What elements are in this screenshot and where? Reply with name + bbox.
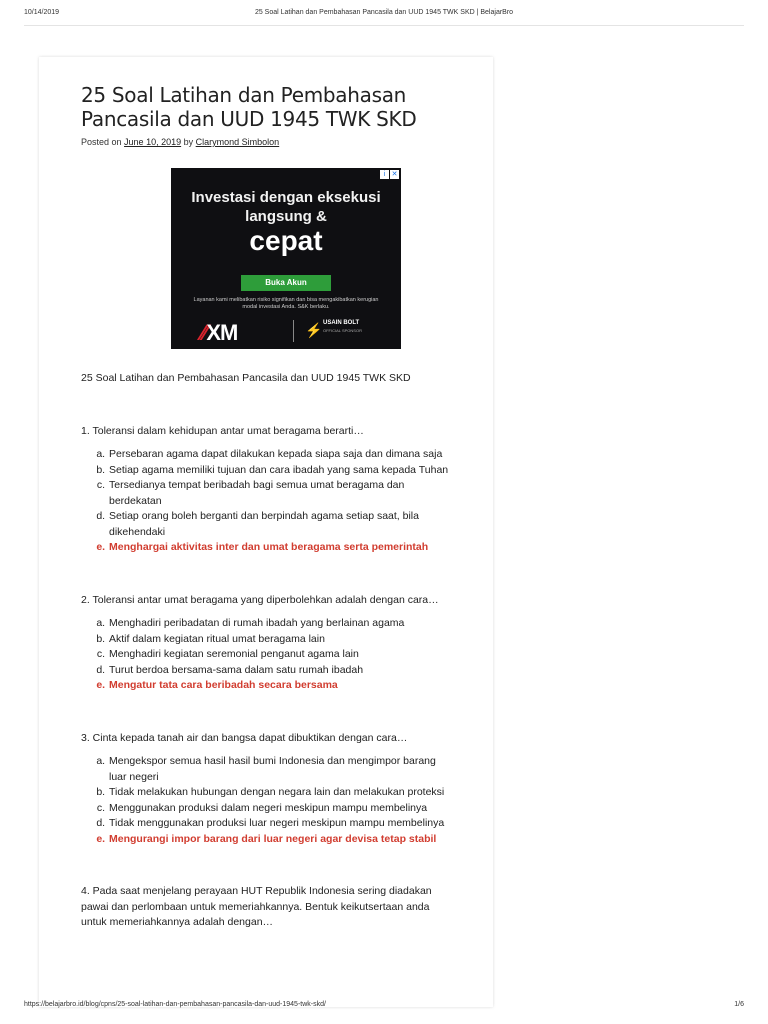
option-d: d. Setiap orang boleh berganti dan berpindah agama setiap saat, bila dikehendaki (108, 509, 453, 540)
question-1-options (81, 447, 453, 556)
post-meta (81, 137, 453, 147)
ad-choices[interactable] (380, 170, 399, 179)
correct-option-e: e. Mengurangi impor barang dari luar negeri agar devisa tetap stabil (108, 832, 453, 848)
article-intro: 25 Soal Latihan dan Pembahasan Pancasila dan UUD 1945 TWK SKD (81, 372, 411, 384)
option-b: b. Aktif dalam kegiatan ritual umat beragama lain (108, 632, 453, 648)
question-4: 4. Pada saat menjelang perayaan HUT Republik Indonesia sering diadakan pawai dan perlombaan untuk memeriahkannya. Bentuk keikutsertaan anda untuk memeriahkannya adalah dengan… (81, 885, 432, 928)
article-title: 25 Soal Latihan dan Pembahasan Pancasila dan UUD 1945 TWK SKD (81, 83, 417, 131)
post-date-link[interactable]: June 10, 2019 (124, 137, 182, 147)
question-3-options (81, 754, 453, 847)
posted-on-label: Posted on (81, 137, 122, 147)
article-body (81, 371, 453, 939)
article-header (81, 83, 453, 147)
ad-sponsor (323, 320, 362, 334)
correct-option-e: e. Menghargai aktivitas inter dan umat beragama serta pemerintah (108, 540, 453, 556)
option-a: a. Persebaran agama dapat dilakukan kepada siapa saja dan dimana saja (108, 447, 453, 463)
option-b: b. Setiap agama memiliki tujuan dan cara ibadah yang sama kepada Tuhan (108, 463, 453, 479)
ad-disclaimer: Layanan kami melibatkan risiko signifikan dan bisa mengakibatkan kerugian modal investasi Anda. S&K berlaku. (193, 297, 379, 310)
author-link[interactable]: Clarymond Simbolon (195, 137, 280, 147)
by-label: by (183, 137, 194, 147)
print-header (24, 9, 744, 25)
option-d: d. Turut berdoa bersama-sama dalam satu rumah ibadah (108, 663, 453, 679)
option-c: c. Tersedianya tempat beribadah bagi semua umat beragama dan berdekatan (108, 478, 453, 509)
ad-separator (293, 320, 294, 342)
print-page-title: 25 Soal Latihan dan Pembahasan Pancasila dan UUD 1945 TWK SKD | BelajarBro (254, 9, 514, 16)
ad-close-icon[interactable]: ✕ (391, 171, 398, 178)
advertisement-banner[interactable] (171, 168, 401, 349)
question-1: 1. Toleransi dalam kehidupan antar umat beragama berarti… (81, 424, 364, 437)
sponsor-name: USAIN BOLT (323, 320, 360, 326)
question-2-options (81, 616, 453, 694)
page-url: https://belajarbro.id/blog/cpns/25-soal-latihan-dan-pembahasan-pancasila-dan-uud-1945-twk-skd/ (24, 1001, 326, 1008)
lightning-bolt-icon: ⚡ (305, 322, 323, 338)
ad-headline-big: cepat (249, 225, 323, 256)
ad-open-account-button[interactable]: Buka Akun (241, 275, 331, 291)
ad-info-icon[interactable]: i (380, 170, 389, 179)
print-footer (24, 1001, 744, 1008)
option-a: a. Mengekspor semua hasil hasil bumi Indonesia dan mengimpor barang luar negeri (108, 754, 453, 785)
header-divider (24, 25, 744, 26)
option-d: d. Tidak menggunakan produksi luar negeri meskipun mampu membelinya (108, 816, 453, 832)
question-2: 2. Toleransi antar umat beragama yang diperbolehkan adalah dengan cara… (81, 593, 439, 606)
sponsor-label: OFFICIAL SPONSOR (323, 328, 362, 333)
question-3: 3. Cinta kepada tanah air dan bangsa dapat dibuktikan dengan cara… (81, 731, 408, 744)
correct-option-e: e. Mengatur tata cara beribadah secara bersama (108, 678, 453, 694)
option-c: c. Menggunakan produksi dalam negeri meskipun mampu membelinya (108, 801, 453, 817)
xm-logo: ⁄⁄XM (201, 320, 238, 345)
option-b: b. Tidak melakukan hubungan dengan negara lain dan melakukan proteksi (108, 785, 453, 801)
option-c: c. Menghadiri kegiatan seremonial penganut agama lain (108, 647, 453, 663)
print-date: 10/14/2019 (24, 9, 60, 16)
ad-brand: XM (206, 320, 238, 345)
page-number: 1/6 (734, 1001, 744, 1008)
option-a: a. Menghadiri peribadatan di rumah ibadah yang berlainan agama (108, 616, 453, 632)
article-card (39, 57, 493, 1007)
ad-headline: Investasi dengan eksekusi langsung & (191, 189, 381, 225)
